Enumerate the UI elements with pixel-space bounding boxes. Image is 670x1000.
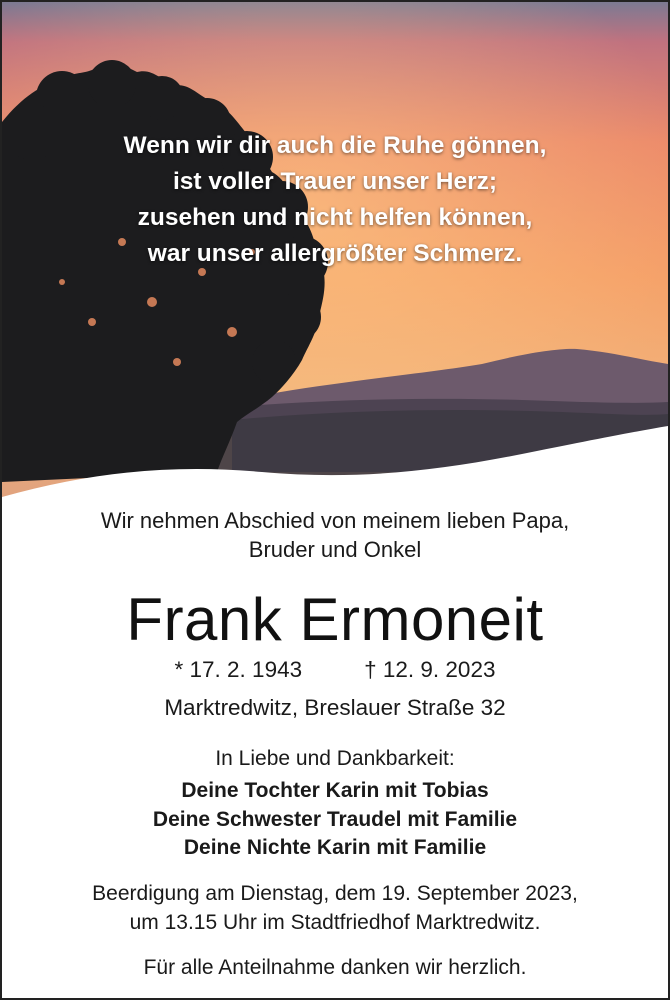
deceased-name: Frank Ermoneit: [126, 586, 544, 653]
intro-line: Wir nehmen Abschied von meinem lieben Papa,: [100, 508, 570, 533]
poem: [2, 128, 668, 272]
poem-line: zusehen und nicht helfen können,: [137, 204, 533, 231]
death-date: † 12. 9. 2023: [364, 657, 496, 682]
poem-line: ist voller Trauer unser Herz;: [172, 168, 498, 195]
funeral-line: um 13.15 Uhr im Stadtfriedhof Marktredwitz.: [129, 910, 541, 934]
mourner: Deine Tochter Karin mit Tobias: [181, 779, 489, 802]
poem-line: Wenn wir dir auch die Ruhe gönnen,: [123, 132, 547, 159]
poem-line: war unser allergrößter Schmerz.: [147, 240, 523, 267]
mourners-list: [2, 777, 668, 863]
life-dates: [2, 655, 668, 685]
address: Marktredwitz, Breslauer Straße 32: [164, 695, 506, 720]
mourner: Deine Nichte Karin mit Familie: [183, 836, 487, 859]
intro-line: Bruder und Onkel: [248, 537, 422, 562]
funeral-info: [2, 880, 668, 937]
funeral-line: Beerdigung am Dienstag, dem 19. September 2023,: [92, 882, 578, 905]
mourner: Deine Schwester Traudel mit Familie: [152, 807, 518, 831]
birth-date: * 17. 2. 1943: [174, 657, 303, 682]
intro-text: [2, 506, 668, 564]
thanks-line: In Liebe und Dankbarkeit:: [215, 747, 455, 770]
closing-thanks: Für alle Anteilnahme danken wir herzlich.: [143, 956, 527, 979]
